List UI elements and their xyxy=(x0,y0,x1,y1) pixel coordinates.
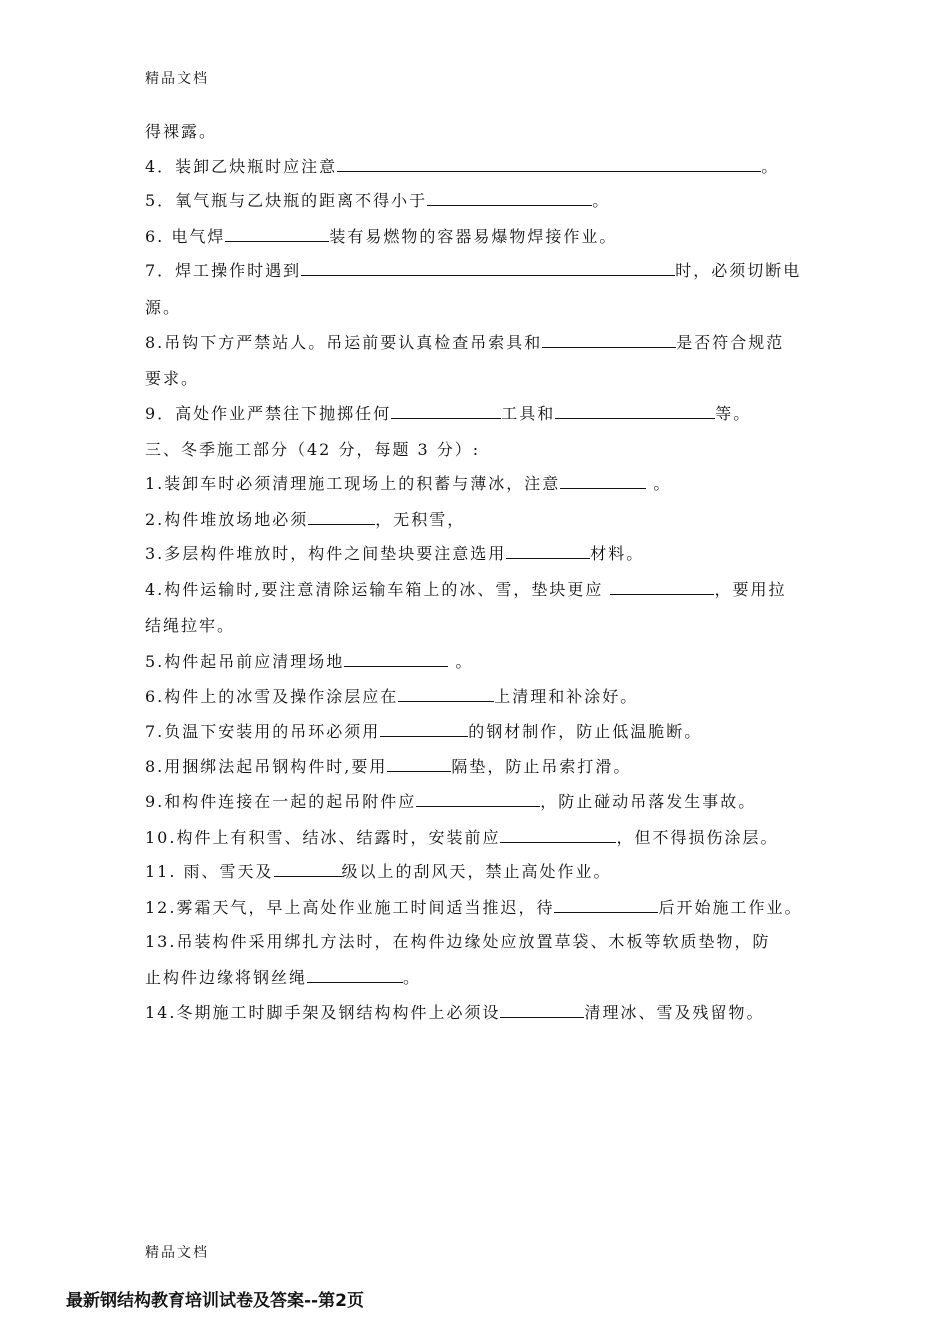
line-text: 8.用捆绑法起吊钢构件时,要用 xyxy=(145,757,388,776)
text-line xyxy=(145,157,779,177)
text-line xyxy=(145,510,465,530)
fill-in-blank xyxy=(274,862,342,877)
text-line xyxy=(145,687,638,707)
page-footer: 精品文档 xyxy=(145,1245,209,1261)
text-line xyxy=(145,404,751,424)
text-line xyxy=(145,757,631,777)
line-text: 时，必须切断电 xyxy=(675,261,802,280)
text-line xyxy=(145,122,217,142)
text-line xyxy=(145,440,480,460)
line-text: 7.负温下安装用的吊环必须用 xyxy=(145,722,381,741)
line-text: 1.装卸车时必须清理施工现场上的积蓄与薄冰，注意 xyxy=(145,474,561,493)
line-text: 13.吊装构件采用绑扎方法时，在构件边缘处应放置草袋、木板等软质垫物，防 xyxy=(145,932,771,951)
line-text: 12.雾霜天气，早上高处作业施工时间适当推迟，待 xyxy=(145,898,555,917)
fill-in-blank xyxy=(337,157,761,172)
line-text: 6.构件上的冰雪及操作涂层应在 xyxy=(145,687,399,706)
line-text: 要求。 xyxy=(145,369,200,388)
line-text: 。 xyxy=(646,474,672,493)
line-text: 8.吊钩下方严禁站人。吊运前要认真检查吊索具和 xyxy=(145,333,543,352)
line-text: 7．焊工操作时遇到 xyxy=(145,261,302,280)
line-text: 5.构件起吊前应清理场地 xyxy=(145,652,345,671)
text-line xyxy=(145,261,801,281)
line-text: ，要用拉 xyxy=(714,580,787,599)
line-text: 4．装卸乙炔瓶时应注意 xyxy=(145,157,338,176)
text-line xyxy=(145,792,756,812)
text-line xyxy=(145,1003,764,1023)
line-text: 得裸露。 xyxy=(145,122,218,141)
text-line xyxy=(145,968,421,988)
line-text: 上清理和补涂好。 xyxy=(494,687,639,706)
text-line xyxy=(145,544,644,564)
text-line xyxy=(145,652,473,672)
document-title: 最新钢结构教育培训试卷及答案--第2页 xyxy=(66,1291,364,1311)
line-text: 装有易燃物的容器易爆物焊接作业。 xyxy=(329,227,618,246)
line-text: 4.构件运输时,要注意清除运输车箱上的冰、雪，垫块更应 xyxy=(145,580,611,599)
line-text: 6. 电气焊 xyxy=(145,227,226,246)
line-text: ，但不得损伤涂层。 xyxy=(616,828,779,847)
fill-in-blank xyxy=(308,510,375,525)
text-line xyxy=(145,227,617,247)
line-text: 的钢材制作，防止低温脆断。 xyxy=(468,722,703,741)
line-text: 三、冬季施工部分（42 分，每题 3 分）: xyxy=(145,440,481,459)
text-line xyxy=(145,862,612,882)
line-text: 工具和 xyxy=(501,404,556,423)
fill-in-blank xyxy=(380,722,468,737)
line-text: 材料。 xyxy=(590,544,645,563)
line-text: 9．高处作业严禁往下抛掷任何 xyxy=(145,404,392,423)
text-line xyxy=(145,616,235,636)
line-text: 11. 雨、雪天及 xyxy=(145,862,274,881)
fill-in-blank xyxy=(427,191,592,206)
fill-in-blank xyxy=(610,580,714,595)
fill-in-blank xyxy=(555,404,715,419)
line-text: 结绳拉牢。 xyxy=(145,616,236,635)
text-line xyxy=(145,932,770,952)
text-line xyxy=(145,191,610,211)
line-text: 止构件边缘将钢丝绳 xyxy=(145,968,308,987)
fill-in-blank xyxy=(391,404,501,419)
fill-in-blank xyxy=(344,652,448,667)
line-text: 清理冰、雪及残留物。 xyxy=(584,1003,765,1022)
text-line xyxy=(145,828,778,848)
fill-in-blank xyxy=(301,261,675,276)
line-text: 隔垫，防止吊索打滑。 xyxy=(451,757,632,776)
line-text: 3.多层构件堆放时，构件之间垫块要注意选用 xyxy=(145,544,507,563)
fill-in-blank xyxy=(416,792,540,807)
fill-in-blank xyxy=(560,474,646,489)
line-text: 级以上的刮风天，禁止高处作业。 xyxy=(341,862,612,881)
line-text: 后开始施工作业。 xyxy=(658,898,803,917)
fill-in-blank xyxy=(542,333,676,348)
text-line xyxy=(145,722,702,742)
line-text: 等。 xyxy=(715,404,752,423)
line-text: 。 xyxy=(448,652,474,671)
text-line xyxy=(145,898,802,918)
fill-in-blank xyxy=(307,968,403,983)
line-text: ，无积雪， xyxy=(375,510,466,529)
line-text: 是否符合规范 xyxy=(676,333,785,352)
text-line xyxy=(145,474,671,494)
fill-in-blank xyxy=(398,687,494,702)
line-text: 5．氧气瓶与乙炔瓶的距离不得小于 xyxy=(145,191,428,210)
line-text: ，防止碰动吊落发生事故。 xyxy=(540,792,757,811)
line-text: 。 xyxy=(761,157,780,176)
line-text: 9.和构件连接在一起的起吊附件应 xyxy=(145,792,417,811)
line-text: 。 xyxy=(592,191,611,210)
line-text: 。 xyxy=(403,968,422,987)
line-text: 10.构件上有积雪、结冰、结露时，安装前应 xyxy=(145,828,501,847)
text-line xyxy=(145,580,786,600)
fill-in-blank xyxy=(500,1003,584,1018)
line-text: 2.构件堆放场地必须 xyxy=(145,510,309,529)
fill-in-blank xyxy=(554,898,658,913)
fill-in-blank xyxy=(225,227,329,242)
fill-in-blank xyxy=(387,757,451,772)
text-line xyxy=(145,333,784,353)
text-line xyxy=(145,369,199,389)
page-header: 精品文档 xyxy=(145,71,209,87)
text-line xyxy=(145,298,181,318)
fill-in-blank xyxy=(506,544,590,559)
fill-in-blank xyxy=(500,828,616,843)
line-text: 14.冬期施工时脚手架及钢结构构件上必须设 xyxy=(145,1003,501,1022)
line-text: 源。 xyxy=(145,298,182,317)
